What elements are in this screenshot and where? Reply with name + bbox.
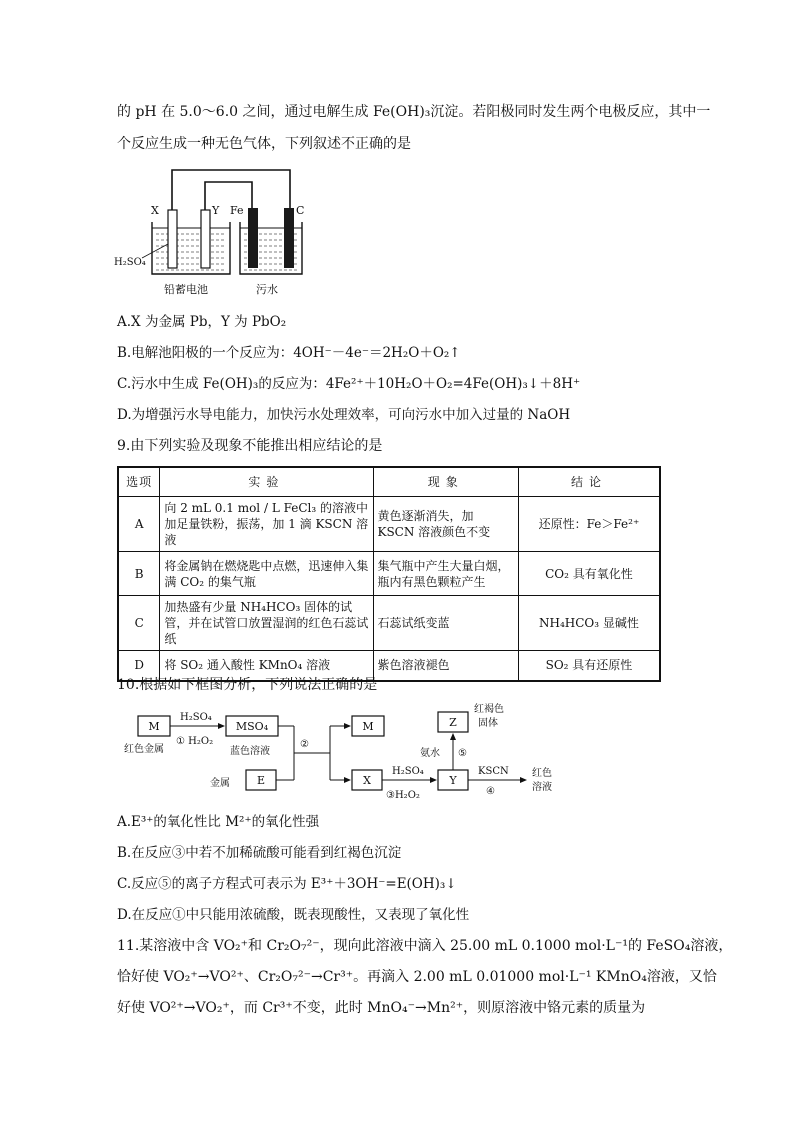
label-step4: ④ [486,786,495,797]
q8-stem-line2: 个反应生成一种无色气体，下列叙述不正确的是 [117,136,411,152]
header-experiment: 实验 [160,467,373,497]
row-d-option: D [118,651,160,681]
row-a-phenomenon: 黄色逐渐消失，加 KSCN 溶液颜色不变 [373,497,518,552]
label-red: 红色 [532,768,552,779]
table-row [118,497,660,552]
electrode-fe [248,208,258,268]
row-b-conclusion: CO₂ 具有氧化性 [518,552,660,596]
electrolysis-figure [112,162,322,302]
label-step2: ② [300,739,309,750]
label-solution: 溶液 [532,782,552,793]
label-h2so4: H₂SO₄ [114,257,146,268]
row-c-option: C [118,596,160,651]
q10-option-c: C.反应⑤的离子方程式可表示为 E³⁺＋3OH⁻=E(OH)₃↓ [117,876,457,892]
box-m-text: M [148,720,160,733]
q8-option-a: A.X 为金属 Pb，Y 为 PbO₂ [117,314,287,330]
row-c-conclusion: NH₄HCO₃ 显碱性 [518,596,660,651]
q9-table [117,466,661,682]
label-battery: 铅蓄电池 [164,283,208,296]
header-phenomenon: 现象 [373,467,518,497]
q10-option-b: B.在反应③中若不加稀硫酸可能看到红褐色沉淀 [117,845,402,861]
row-b-phenomenon: 集气瓶中产生大量白烟，瓶内有黑色颗粒产生 [373,552,518,596]
label-step5: ⑤ [458,748,467,759]
row-b-option: B [118,552,160,596]
label-solid: 固体 [478,718,498,729]
flowchart-figure [112,700,572,802]
row-b-experiment: 将金属钠在燃烧匙中点燃，迅速伸入集满 CO₂ 的集气瓶 [160,552,373,596]
row-c-experiment: 加热盛有少量 NH₄HCO₃ 固体的试管，并在试管口放置湿润的红色石蕊试纸 [160,596,373,651]
battery-beaker [152,210,230,274]
q8-option-c: C.污水中生成 Fe(OH)₃的反应为：4Fe²⁺＋10H₂O＋O₂=4Fe(OH)₃↓＋8H⁺ [117,376,581,392]
label-step1: ① H₂O₂ [176,736,214,747]
q10-option-d: D.在反应①中只能用浓硫酸，既表现酸性，又表现了氧化性 [117,907,470,923]
electrode-x [168,210,177,268]
box-mso4-text: MSO₄ [235,720,269,733]
box-z-text: Z [449,716,457,729]
header-option: 选项 [118,467,160,497]
q8-option-b: B.电解池阳极的一个反应为：4OH⁻－4e⁻＝2H₂O＋O₂↑ [117,345,461,361]
row-c-phenomenon: 石蕊试纸变蓝 [373,596,518,651]
label-c: C [296,204,305,217]
box-e-text: E [256,774,266,787]
table-header-row [118,467,660,497]
header-conclusion: 结论 [518,467,660,497]
label-y: Y [212,204,220,217]
row-d-experiment: 将 SO₂ 通入酸性 KMnO₄ 溶液 [160,651,373,681]
q11-line2: 恰好使 VO₂⁺→VO²⁺、Cr₂O₇²⁻→Cr³⁺。再滴入 2.00 mL 0.01000 mol·L⁻¹ KMnO₄溶液，又恰 [117,969,717,985]
label-step3: ③H₂O₂ [386,790,420,801]
q8-stem-line1: 的 pH 在 5.0～6.0 之间，通过电解生成 Fe(OH)₃沉淀。若阳极同时发生两个电极反应，其中一 [117,104,711,120]
label-red-brown: 红褐色 [474,704,504,715]
q10-option-a: A.E³⁺的氧化性比 M²⁺的氧化性强 [117,814,320,830]
sewage-beaker [240,208,302,274]
box-y-text: Y [449,774,457,787]
q10-stem: 10.根据如下框图分析，下列说法正确的是 [117,677,378,693]
row-d-conclusion: SO₂ 具有还原性 [518,651,660,681]
electrode-y [201,210,210,268]
row-d-phenomenon: 紫色溶液褪色 [373,651,518,681]
label-fe: Fe [230,204,244,217]
label-red-metal: 红色金属 [124,744,164,755]
box-x-text: X [363,774,371,787]
q11-line3: 好使 VO²⁺→VO₂⁺，而 Cr³⁺不变，此时 MnO₄⁻→Mn²⁺，则原溶液中铬元素的质量为 [117,1000,646,1016]
q11-line1: 11.某溶液中含 VO₂⁺和 Cr₂O₇²⁻，现向此溶液中滴入 25.00 mL 0.1000 mol·L⁻¹的 FeSO₄溶液， [117,938,733,954]
label-sewage: 污水 [256,283,278,296]
label-kscn: KSCN [478,766,509,777]
row-a-experiment: 向 2 mL 0.1 mol / L FeCl₃ 的溶液中加足量铁粉，振荡，加 1 滴 KSCN 溶液 [160,497,373,552]
row-a-conclusion: 还原性：Fe＞Fe²⁺ [518,497,660,552]
label-h2so4-3: H₂SO₄ [392,766,424,777]
box-m2-text: M [362,720,374,733]
label-h2so4-1: H₂SO₄ [180,712,212,723]
table-row [118,596,660,651]
label-metal: 金属 [210,778,230,789]
q9-stem: 9.由下列实验及现象不能推出相应结论的是 [117,438,383,454]
label-blue-solution: 蓝色溶液 [230,746,270,757]
label-x: X [151,204,159,217]
row-a-option: A [118,497,160,552]
label-ammonia: 氨水 [420,748,440,759]
electrode-c [284,208,294,268]
q8-option-d: D.为增强污水导电能力，加快污水处理效率，可向污水中加入过量的 NaOH [117,407,571,423]
table-row [118,552,660,596]
